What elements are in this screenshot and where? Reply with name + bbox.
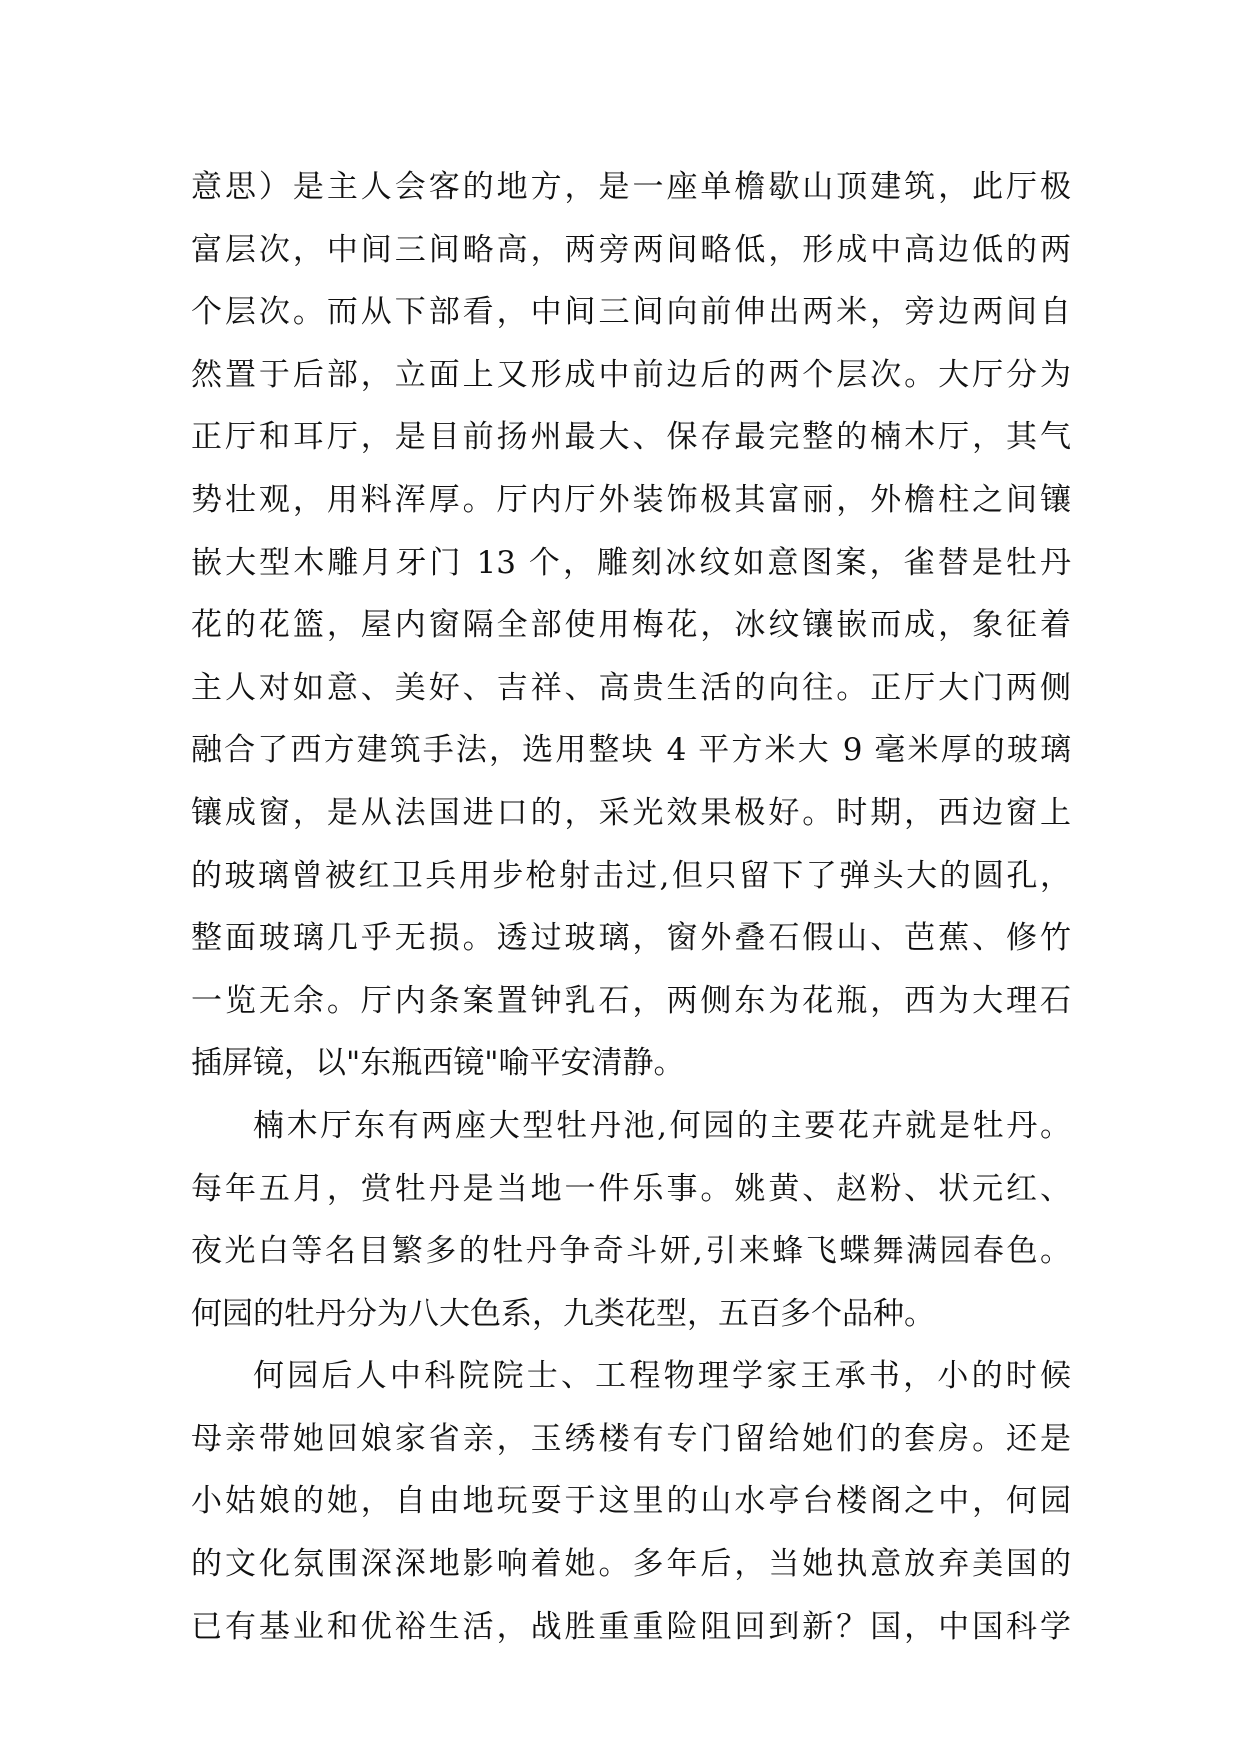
- text-line: 势壮观，用料浑厚。厅内厅外装饰极其富丽，外檐柱之间镶: [191, 481, 1071, 518]
- body-text: [191, 156, 1071, 1658]
- text-line: 何园的牡丹分为八大色系，九类花型，五百多个品种。: [191, 1295, 935, 1332]
- text-line: 小姑娘的她，自由地玩耍于这里的山水亭台楼阁之中，何园: [191, 1483, 1071, 1520]
- text-line: 夜光白等名目繁多的牡丹争奇斗妍,引来蜂飞蝶舞满园春色。: [191, 1233, 1071, 1270]
- text-line: 然置于后部，立面上又形成中前边后的两个层次。大厅分为: [191, 356, 1071, 393]
- text-line: 插屏镜，以"东瓶西镜"喻平安清静。: [191, 1045, 685, 1082]
- text-line: 嵌大型木雕月牙门 13 个，雕刻冰纹如意图案，雀替是牡丹: [191, 544, 1071, 581]
- text-line: 意思）是主人会客的地方，是一座单檐歇山顶建筑，此厅极: [191, 169, 1071, 205]
- text-line: 楠木厅东有两座大型牡丹池,何园的主要花卉就是牡丹。: [253, 1107, 1071, 1144]
- text-line: 主人对如意、美好、吉祥、高贵生活的向往。正厅大门两侧: [191, 669, 1071, 706]
- text-line: 个层次。而从下部看，中间三间向前伸出两米，旁边两间自: [191, 294, 1071, 331]
- text-line: 一览无余。厅内条案置钟乳石，两侧东为花瓶，西为大理石: [191, 982, 1071, 1019]
- text-line: 整面玻璃几乎无损。透过玻璃，窗外叠石假山、芭蕉、修竹: [191, 920, 1071, 957]
- text-line: 每年五月，赏牡丹是当地一件乐事。姚黄、赵粉、状元红、: [191, 1170, 1071, 1207]
- text-line: 已有基业和优裕生活，战胜重重险阻回到新？国，中国科学: [191, 1608, 1071, 1645]
- text-line: 富层次，中间三间略高，两旁两间略低，形成中高边低的两: [191, 231, 1071, 268]
- text-line: 花的花篮，屋内窗隔全部使用梅花，冰纹镶嵌而成，象征着: [191, 607, 1071, 644]
- text-line: 正厅和耳厅，是目前扬州最大、保存最完整的楠木厅，其气: [191, 419, 1071, 456]
- text-line: 镶成窗，是从法国进口的，采光效果极好。时期，西边窗上: [191, 794, 1071, 831]
- text-line: 融合了西方建筑手法，选用整块 4 平方米大 9 毫米厚的玻璃: [191, 732, 1071, 769]
- text-line: 母亲带她回娘家省亲，玉绣楼有专门留给她们的套房。还是: [191, 1420, 1071, 1457]
- text-line: 的玻璃曾被红卫兵用步枪射击过,但只留下了弹头大的圆孔，: [191, 857, 1071, 894]
- text-line: 何园后人中科院院士、工程物理学家王承书，小的时候: [253, 1358, 1071, 1395]
- text-line: 的文化氛围深深地影响着她。多年后，当她执意放弃美国的: [191, 1546, 1071, 1583]
